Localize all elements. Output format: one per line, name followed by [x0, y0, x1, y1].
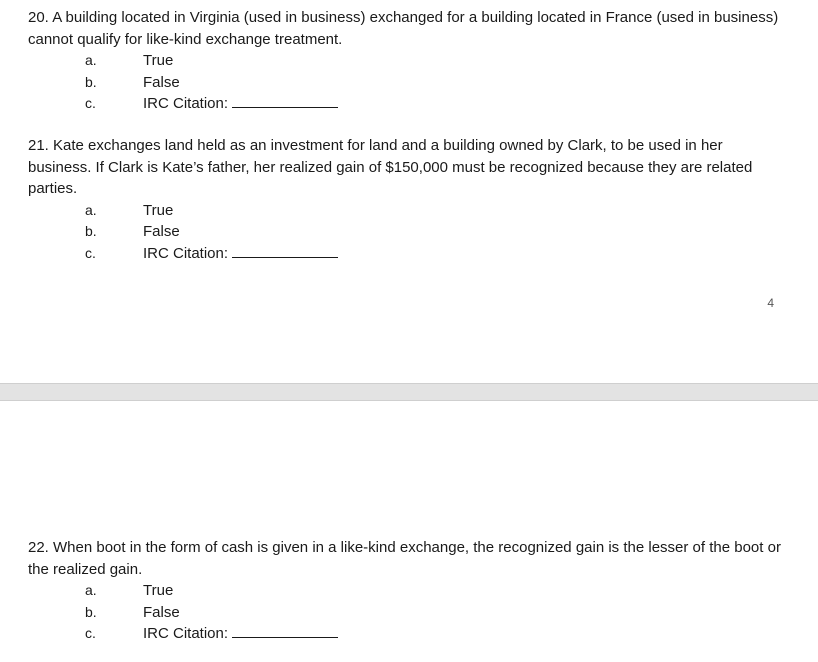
page-number: 4 [767, 296, 774, 310]
option-b [28, 221, 788, 243]
page-break-separator [0, 383, 818, 401]
citation-label: IRC Citation: [143, 625, 229, 642]
document-page-5 [0, 401, 818, 662]
option-text-citation [143, 623, 338, 645]
option-letter: c. [85, 625, 96, 641]
question-text: 22. When boot in the form of cash is given in a like-kind exchange, the recognized gain is the lesser of the boot or the realized gain. [28, 539, 781, 578]
citation-label: IRC Citation: [143, 95, 229, 112]
option-letter: a. [85, 582, 97, 598]
option-text: False [143, 73, 180, 91]
option-b [28, 602, 788, 624]
citation-blank[interactable] [232, 93, 338, 108]
citation-blank[interactable] [232, 623, 338, 638]
citation-blank[interactable] [232, 243, 338, 258]
option-text: True [143, 201, 174, 219]
option-a [28, 580, 788, 602]
option-text: False [143, 603, 180, 621]
option-letter: a. [85, 52, 97, 68]
option-text-citation [143, 93, 338, 115]
option-c [28, 93, 788, 115]
option-letter: b. [85, 603, 97, 620]
question-22 [28, 537, 788, 645]
option-letter: b. [85, 223, 97, 239]
option-letter: a. [85, 201, 97, 218]
answer-options [28, 200, 788, 265]
question-20 [28, 7, 788, 115]
answer-options [28, 580, 788, 645]
answer-options [28, 50, 788, 115]
option-c [28, 623, 788, 645]
option-letter: c. [85, 244, 96, 261]
option-c [28, 243, 788, 265]
option-b [28, 72, 788, 94]
option-a [28, 200, 788, 222]
question-text: 21. Kate exchanges land held as an investment for land and a building owned by Clark, to be used in her business. If Clark is Kate’s father, her realized gain of $150,000 must be recognized because they are related parties. [28, 137, 753, 197]
option-letter: b. [85, 73, 97, 90]
option-text-citation [143, 243, 338, 265]
option-letter: c. [85, 95, 96, 111]
option-text: True [143, 52, 174, 69]
question-text: 20. A building located in Virginia (used in business) exchanged for a building located in France (used in business) cannot qualify for like-kind exchange treatment. [28, 9, 779, 48]
question-21 [28, 135, 788, 264]
option-text: True [143, 582, 174, 599]
citation-label: IRC Citation: [143, 244, 229, 262]
option-text: False [143, 223, 180, 240]
option-a [28, 50, 788, 72]
